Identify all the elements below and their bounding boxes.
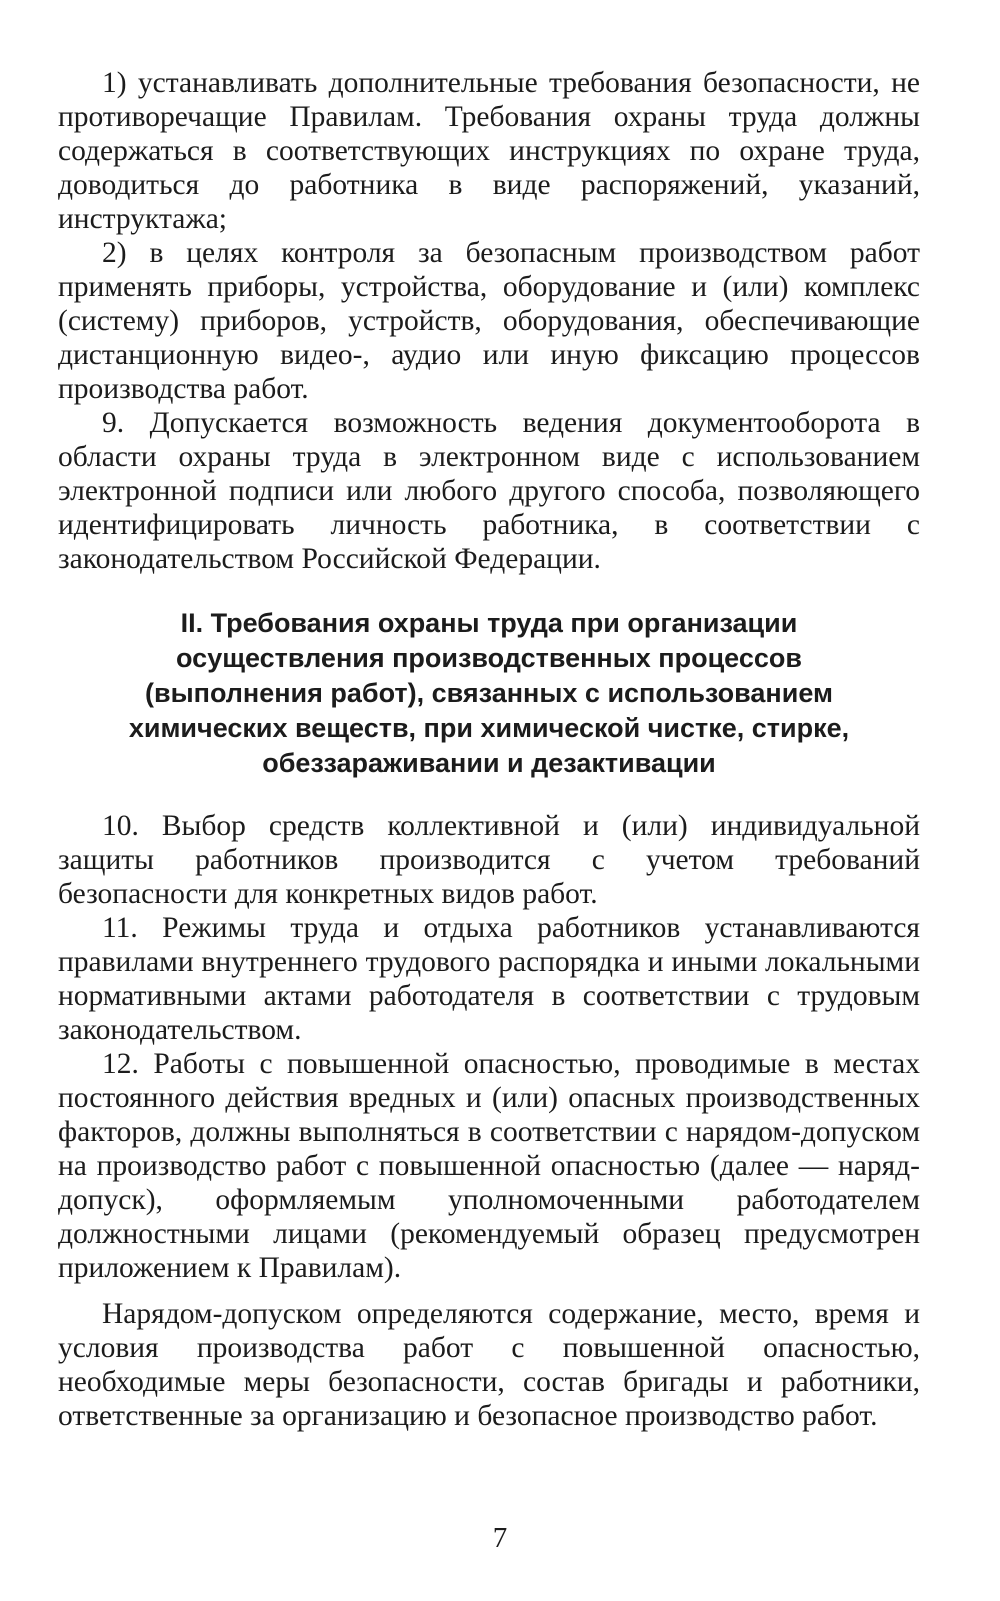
page-number: 7 — [492, 1522, 508, 1554]
section-heading — [58, 606, 920, 781]
section-heading-line: II. Требования охраны труда при организации — [180, 608, 798, 638]
paragraph-11: 11. Режимы труда и отдыха работников устанавливаются правилами внутреннего трудового распорядка и иными локальными нормативными актами работодателя в соответствии с трудовым законодательством. — [58, 912, 920, 1046]
section-heading-line: химических веществ, при химической чистке, стирке, — [128, 713, 850, 743]
paragraph-item-1: 1) устанавливать дополнительные требования безопасности, не противоречащие Правилам. Требования охраны труда должны содержаться в соответствующих инструкциях по охране труда, доводиться до работника в виде распоряжений, указаний, инструктажа; — [58, 67, 920, 235]
section-heading-line: обеззараживании и дезактивации — [262, 748, 716, 778]
paragraph-work-permit: Нарядом-допуском определяются содержание, место, время и условия производства работ с повышенной опасностью, необходимые меры безопасности, состав бригады и работники, ответственные за организацию и безопасное производство работ. — [58, 1298, 920, 1432]
document-page — [58, 66, 920, 1433]
paragraph-10: 10. Выбор средств коллективной и (или) индивидуальной защиты работников производится с учетом требований безопасности для конкретных видов работ. — [58, 810, 920, 910]
paragraph-9: 9. Допускается возможность ведения документооборота в области охраны труда в электронном виде с использованием электронной подписи или любого другого способа, позволяющего идентифицировать личность работника, в соответствии с законодательством Российской Федерации. — [58, 407, 920, 575]
paragraph-item-2: 2) в целях контроля за безопасным производством работ применять приборы, устройства, оборудование и (или) комплекс (систему) приборов, устройств, оборудования, обеспечивающие дистанционную видео-, аудио или иную фиксацию процессов производства работ. — [58, 237, 920, 405]
section-heading-line: осуществления производственных процессов — [176, 643, 802, 673]
section-heading-line: (выполнения работ), связанных с использованием — [145, 678, 833, 708]
paragraph-12: 12. Работы с повышенной опасностью, проводимые в местах постоянного действия вредных и (или) опасных производственных факторов, должны выполняться в соответствии с нарядом-допуском на производство работ с повышенной опасностью (далее — наряд-допуск), оформляемым уполномоченными работодателем должностными лицами (рекомендуемый образец предусмотрен приложением к Правилам). — [58, 1048, 920, 1284]
